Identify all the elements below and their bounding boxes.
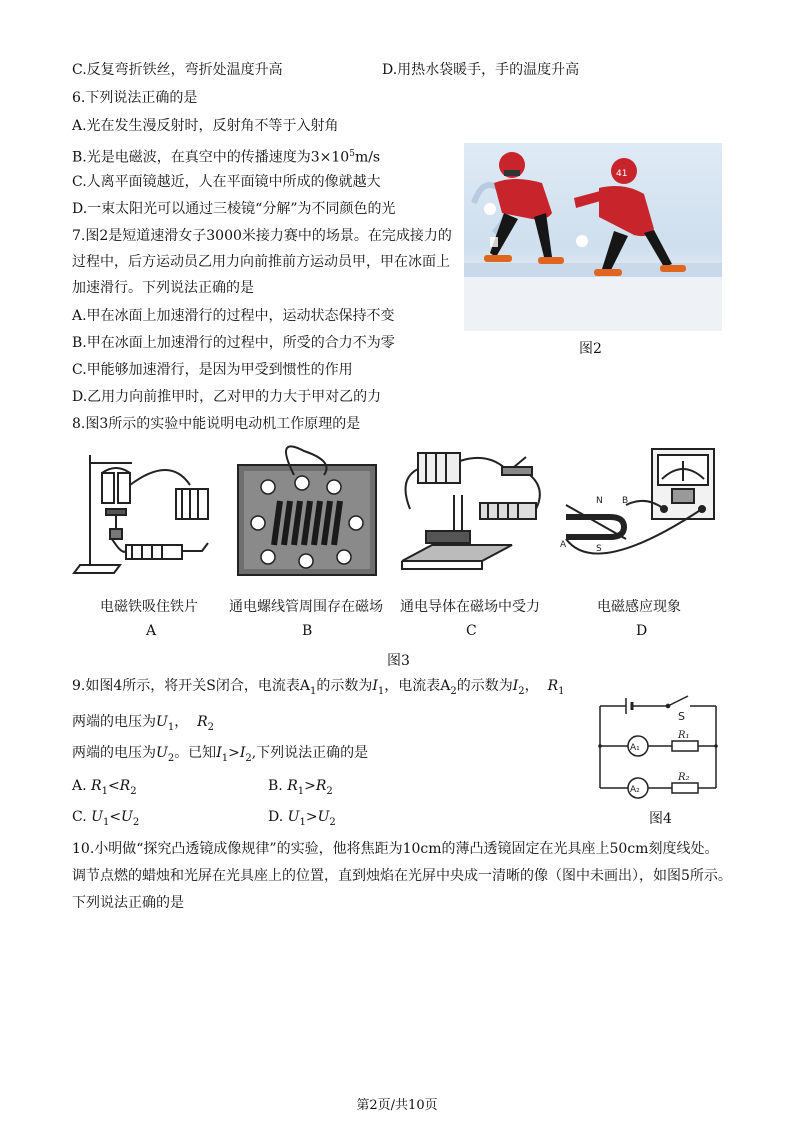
fig3-panel-d-galvanometer-setup: [556, 445, 720, 577]
q6-option-b: B.光是电磁波，在真空中的传播速度为$3\times 10^5m/s$: [72, 149, 381, 166]
q7-option-a: A.甲在冰面上加速滑行的过程中，运动状态保持不变: [72, 308, 395, 324]
figure-3-caption: 图3: [387, 653, 410, 669]
fig3-panel-a-label: 电磁铁吸住铁片: [100, 599, 198, 615]
q9-stem-line1: 9.如图4所示，将开关S闭合，电流表$A_1$的示数为$I_1$，电流表$A_2$的示数为$I_2$， $R_1$: [72, 678, 565, 697]
figure-4-caption: 图4: [649, 811, 672, 827]
q6-option-d: D.一束太阳光可以通过三棱镜“分解”为不同颜色的光: [72, 201, 396, 217]
fig3-panel-b-solenoid-board: [234, 445, 380, 579]
q9-option-c: C. $U_1<U_2$: [72, 809, 140, 828]
q5-option-d: D.用热水袋暖手，手的温度升高: [382, 62, 580, 78]
magnet-s-label: S: [596, 544, 602, 554]
fig3-panel-b-letter: B: [302, 623, 313, 639]
fig4-r2-label: R₂: [678, 772, 690, 783]
skater-bib-number: 41: [616, 169, 628, 179]
q7-option-d: D.乙用力向前推甲时，乙对甲的力大于甲对乙的力: [72, 389, 382, 405]
q9-stem-line2: 两端的电压为$U_1$， $R_2$: [72, 714, 215, 733]
magnet-n-label: N: [596, 496, 603, 506]
fig4-ammeter-a2: A₂: [630, 785, 640, 795]
fig3-panel-c-letter: C: [466, 623, 477, 639]
figure-4-circuit: [592, 692, 722, 804]
q9-option-a: A. $R_1<R_2$: [72, 778, 137, 797]
page-footer: 第2页/共10页: [356, 1098, 438, 1113]
q6-stem: 6.下列说法正确的是: [72, 90, 198, 106]
q9-option-b: B. $R_1>R_2$: [268, 778, 333, 797]
wire-a-label: A: [560, 540, 567, 550]
q10-stem-line3: 下列说法正确的是: [72, 895, 184, 911]
speed-skaters-illustration: [464, 143, 722, 331]
fig3-panel-c-conductor-in-field: [396, 445, 550, 577]
q6-option-c: C.人离平面镜越近，人在平面镜中所成的像就越大: [72, 174, 381, 190]
q9-option-d: D. $U_1>U_2$: [268, 809, 336, 828]
fig4-r1-label: R₁: [678, 730, 690, 741]
q7-option-b: B.甲在冰面上加速滑行的过程中，所受的合力不为零: [72, 335, 395, 351]
q6-option-a: A.光在发生漫反射时，反射角不等于入射角: [72, 118, 339, 134]
q5-option-c: C.反复弯折铁丝，弯折处温度升高: [72, 62, 283, 78]
fig4-switch-label: S: [678, 710, 685, 723]
fig3-panel-d-letter: D: [636, 623, 648, 639]
q7-stem-line3: 加速滑行。下列说法正确的是: [72, 280, 254, 296]
q10-stem-line1: 10.小明做“探究凸透镜成像规律”的实验，他将焦距为10cm的薄凸透镜固定在光具座上50cm刻度线处。: [72, 841, 719, 857]
q8-stem: 8.图3所示的实验中能说明电动机工作原理的是: [72, 416, 361, 432]
figure-2-caption: 图2: [579, 341, 602, 357]
figure-2-photo: [464, 143, 722, 331]
q10-stem-line2: 调节点燃的蜡烛和光屏在光具座上的位置，直到烛焰在光屏中央成一清晰的像（图中未画出），如图5所示。: [72, 868, 732, 884]
q7-option-c: C.甲能够加速滑行，是因为甲受到惯性的作用: [72, 362, 353, 378]
q7-stem-line2: 过程中，后方运动员乙用力向前推前方运动员甲，甲在冰面上: [72, 254, 450, 270]
q9-stem-line3: 两端的电压为$U_2$。已知$I_1>I_2$,下列说法正确的是: [72, 745, 369, 764]
fig3-panel-a-letter: A: [146, 623, 157, 639]
wire-b-label: B: [622, 496, 629, 506]
fig3-panel-b-label: 通电螺线管周围存在磁场: [229, 599, 383, 615]
fig4-ammeter-a1: A₁: [630, 743, 640, 753]
q7-stem-line1: 7.图2是短道速滑女子3000米接力赛中的场景。在完成接力的: [72, 228, 452, 244]
fig3-panel-c-label: 通电导体在磁场中受力: [400, 599, 540, 615]
fig3-panel-d-label: 电磁感应现象: [597, 599, 681, 615]
fig3-panel-a-electromagnet: [72, 445, 222, 577]
